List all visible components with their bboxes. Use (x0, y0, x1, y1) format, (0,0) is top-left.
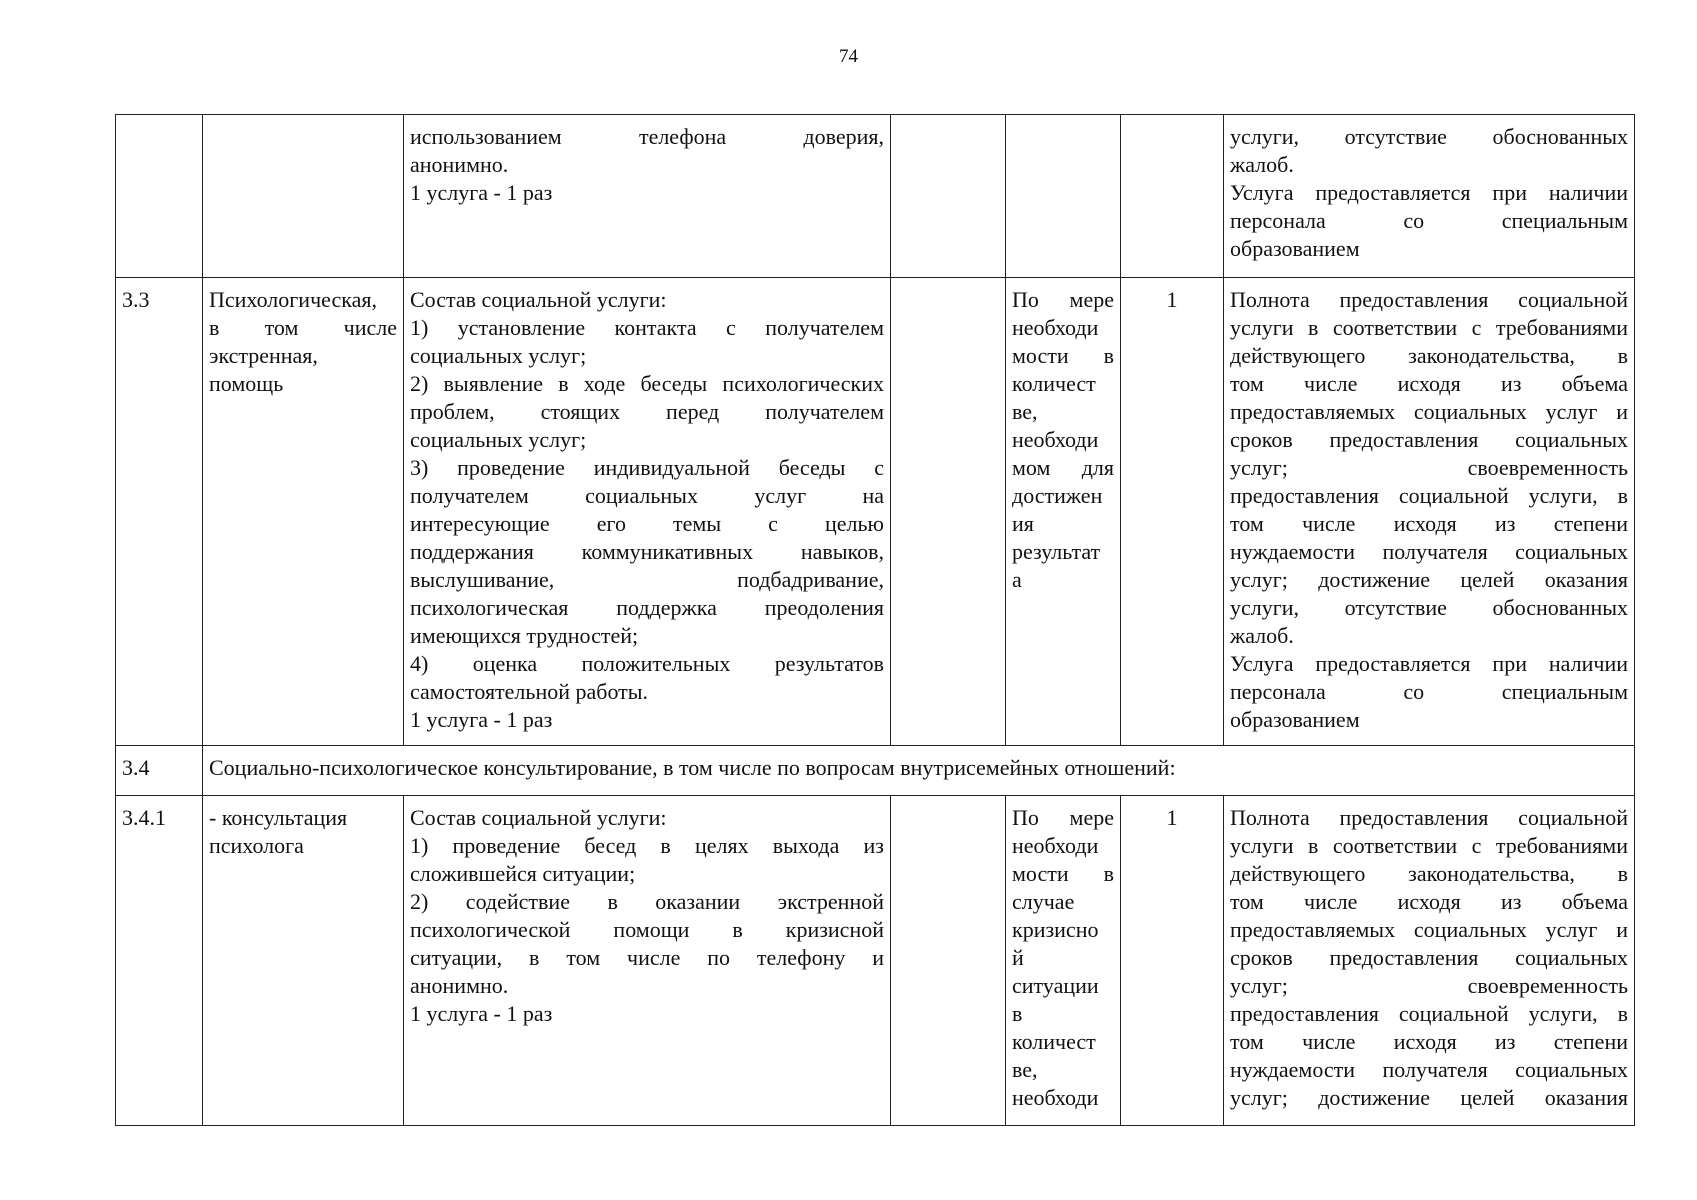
empty-cell (891, 796, 1006, 1126)
cell-text-line: действующего законодательства, в (1230, 343, 1628, 368)
section-row (116, 746, 1635, 796)
periodicity-cell (1006, 278, 1121, 746)
cell-text-line: поддержания коммуникативных навыков, (410, 539, 884, 564)
cell-text-line: социальных услуг; (410, 343, 587, 368)
cell-text-line: ия (1012, 511, 1034, 536)
cell-text-line: кризисно (1012, 917, 1099, 942)
empty-cell (891, 278, 1006, 746)
cell-text-line: Услуга предоставляется при наличии (1230, 180, 1628, 205)
cell-text-line: 1 услуга - 1 раз (410, 180, 553, 205)
cell-text-line: нуждаемости получателя социальных (1230, 539, 1628, 564)
cell-text-line: в том числе (209, 315, 397, 340)
cell-text-line: мом для (1012, 455, 1114, 480)
cell-text-line: образованием (1230, 707, 1360, 732)
cell-text-line: мости в (1012, 861, 1114, 886)
cell-text-line: необходи (1012, 427, 1099, 452)
criteria-cell (1224, 115, 1635, 278)
cell-text-line: образованием (1230, 236, 1360, 261)
table-row (116, 278, 1635, 746)
cell-text-line: Состав социальной услуги: (410, 805, 667, 830)
cell-text-line: сроков предоставления социальных (1230, 427, 1628, 452)
composition-cell (404, 115, 891, 278)
cell-text-line: том числе исходя из объема (1230, 371, 1628, 396)
cell-text-line: психологической помощи в кризисной (410, 917, 884, 942)
composition-cell (404, 796, 891, 1126)
service-name-cell (203, 115, 404, 278)
services-table (115, 114, 1635, 1126)
row-number-cell (116, 115, 203, 278)
cell-text-line: 1) установление контакта с получателем (410, 315, 884, 340)
cell-text-line: - консультация (209, 805, 348, 830)
criteria-cell (1224, 796, 1635, 1126)
cell-text-line: имеющихся трудностей; (410, 623, 639, 648)
cell-text-line: действующего законодательства, в (1230, 861, 1628, 886)
cell-text-line: й (1012, 945, 1024, 970)
cell-text-line: 1 услуга - 1 раз (410, 1001, 553, 1026)
row-number-cell: 3.3 (116, 278, 203, 746)
cell-text-line: необходи (1012, 315, 1099, 340)
row-number-cell: 3.4 (116, 746, 203, 796)
cell-text-line: услуг; своевременность (1230, 973, 1628, 998)
cell-text-line: услуги, отсутствие обоснованных (1230, 124, 1628, 149)
cell-text-line: сложившейся ситуации; (410, 861, 636, 886)
cell-text-line: необходи (1012, 1085, 1099, 1110)
periodicity-cell (1006, 796, 1121, 1126)
cell-text-line: том числе исходя из объема (1230, 889, 1628, 914)
cell-text-line: психолога (209, 833, 304, 858)
cell-text-line: услуг; достижение целей оказания (1230, 567, 1628, 592)
periodicity-cell (1006, 115, 1121, 278)
cell-text-line: услуги в соответствии с требованиями (1230, 833, 1628, 858)
cell-text-line: ве, (1012, 399, 1038, 424)
cell-text-line: Психологическая, (209, 287, 377, 312)
cell-text-line: случае (1012, 889, 1075, 914)
cell-text-line: По мере (1012, 287, 1114, 312)
cell-text-line: интересующие его темы с целью (410, 511, 884, 536)
cell-text-line: Состав социальной услуги: (410, 287, 667, 312)
cell-text-line: использованием телефона доверия, (410, 124, 884, 149)
cell-text-line: услуги в соответствии с требованиями (1230, 315, 1628, 340)
service-name-cell (203, 278, 404, 746)
cell-text-line: необходи (1012, 833, 1099, 858)
cell-text-line: жалоб. (1230, 152, 1294, 177)
cell-text-line: достижен (1012, 483, 1103, 508)
table-row (116, 796, 1635, 1126)
page-number: 74 (839, 46, 858, 67)
cell-text-line: предоставляемых социальных услуг и (1230, 917, 1628, 942)
cell-text-line: нуждаемости получателя социальных (1230, 1057, 1628, 1082)
cell-text-line: количест (1012, 1029, 1096, 1054)
cell-text-line: результат (1012, 539, 1101, 564)
cell-text-line: услуг; своевременность (1230, 455, 1628, 480)
table-row (116, 115, 1635, 278)
cell-text-line: сроков предоставления социальных (1230, 945, 1628, 970)
cell-text-line: персонала со специальным (1230, 208, 1628, 233)
quantity-cell (1121, 115, 1224, 278)
cell-text-line: экстренная, (209, 343, 318, 368)
cell-text-line: персонала со специальным (1230, 679, 1628, 704)
cell-text-line: а (1012, 567, 1022, 592)
cell-text-line: количест (1012, 371, 1096, 396)
cell-text-line: 2) выявление в ходе беседы психологических (410, 371, 884, 396)
cell-text-line: предоставления социальной услуги, в (1230, 483, 1628, 508)
service-name-cell (203, 796, 404, 1126)
cell-text-line: предоставляемых социальных услуг и (1230, 399, 1628, 424)
section-title-cell: Социально-психологическое консультирование, в том числе по вопросам внутрисемейных отношений: (203, 746, 1635, 796)
row-number-cell: 3.4.1 (116, 796, 203, 1126)
quantity-cell: 1 (1121, 278, 1224, 746)
cell-text-line: 1 услуга - 1 раз (410, 707, 553, 732)
cell-text-line: ситуации, в том числе по телефону и (410, 945, 884, 970)
cell-text-line: предоставления социальной услуги, в (1230, 1001, 1628, 1026)
cell-text-line: 3) проведение индивидуальной беседы с (410, 455, 884, 480)
cell-text-line: том числе исходя из степени (1230, 1029, 1628, 1054)
cell-text-line: услуг; достижение целей оказания (1230, 1085, 1628, 1110)
cell-text-line: Полнота предоставления социальной (1230, 287, 1628, 312)
criteria-cell (1224, 278, 1635, 746)
cell-text-line: психологическая поддержка преодоления (410, 595, 884, 620)
composition-cell (404, 278, 891, 746)
cell-text-line: По мере (1012, 805, 1114, 830)
cell-text-line: анонимно. (410, 973, 509, 998)
cell-text-line: помощь (209, 371, 284, 396)
cell-text-line: жалоб. (1230, 623, 1294, 648)
cell-text-line: 2) содействие в оказании экстренной (410, 889, 884, 914)
cell-text-line: 1) проведение бесед в целях выхода из (410, 833, 884, 858)
cell-text-line: Услуга предоставляется при наличии (1230, 651, 1628, 676)
cell-text-line: проблем, стоящих перед получателем (410, 399, 884, 424)
quantity-cell: 1 (1121, 796, 1224, 1126)
cell-text-line: услуги, отсутствие обоснованных (1230, 595, 1628, 620)
cell-text-line: в (1012, 1001, 1023, 1026)
cell-text-line: мости в (1012, 343, 1114, 368)
cell-text-line: ве, (1012, 1057, 1038, 1082)
cell-text-line: том числе исходя из степени (1230, 511, 1628, 536)
cell-text-line: выслушивание, подбадривание, (410, 567, 884, 592)
cell-text-line: ситуации (1012, 973, 1099, 998)
cell-text-line: Полнота предоставления социальной (1230, 805, 1628, 830)
cell-text-line: социальных услуг; (410, 427, 587, 452)
cell-text-line: самостоятельной работы. (410, 679, 649, 704)
cell-text-line: получателем социальных услуг на (410, 483, 884, 508)
cell-text-line: 4) оценка положительных результатов (410, 651, 884, 676)
cell-text-line: анонимно. (410, 152, 509, 177)
empty-cell (891, 115, 1006, 278)
